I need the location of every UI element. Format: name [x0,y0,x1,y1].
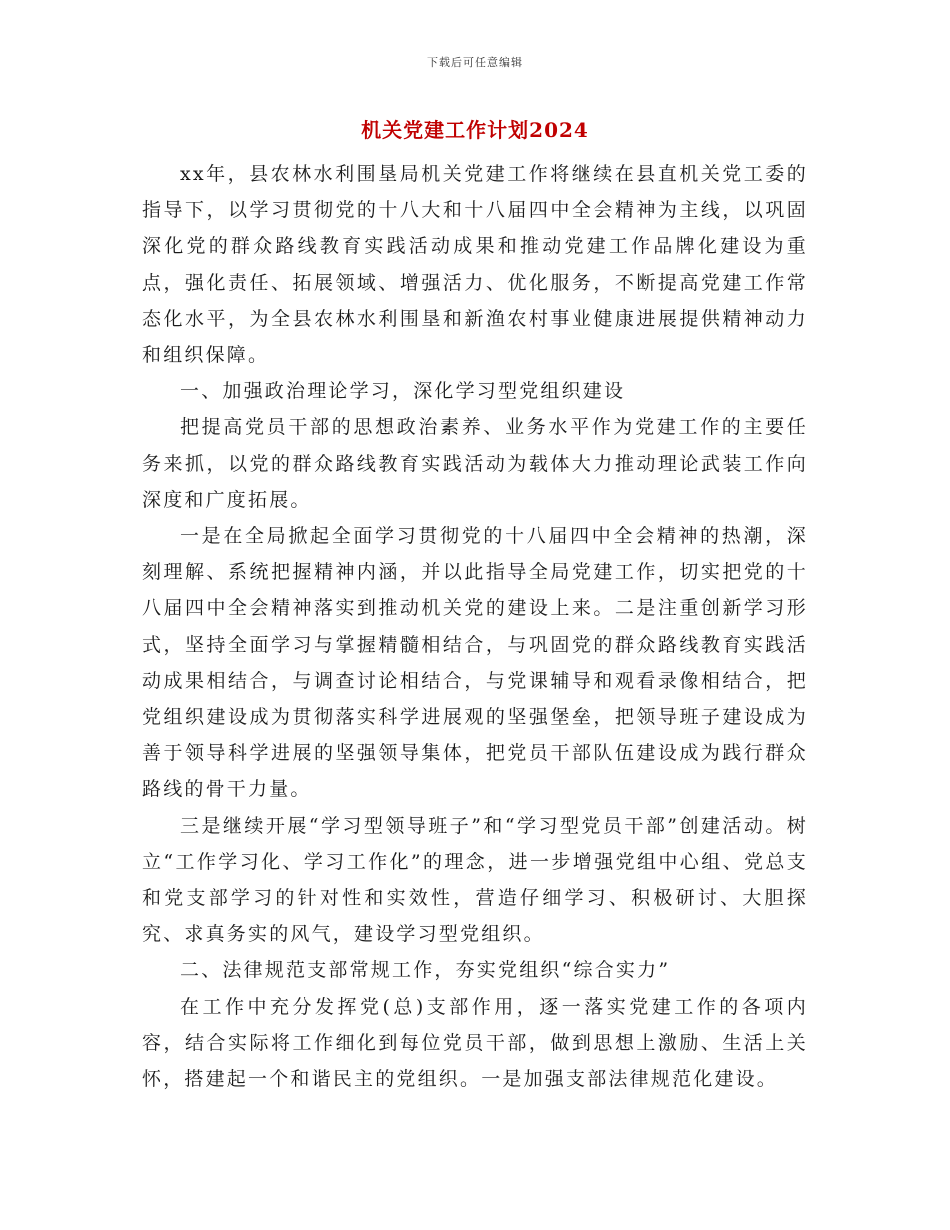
section-heading-1: 一、加强政治理论学习，深化学习型党组织建设 [180,380,626,403]
body-paragraph: 把提高党员干部的思想政治素养、业务水平作为党建工作的主要任务来抓，以党的群众路线教育实践活动为载体大力推动理论武装工作向深度和广度拓展。 [142,416,808,511]
document-body [142,156,808,1097]
body-paragraph: 一是在全局掀起全面学习贯彻党的十八届四中全会精神的热潮，深刻理解、系统把握精神内涵，并以此指导全局党建工作，切实把党的十八届四中全会精神落实到推动机关党的建设上来。二是注重创新学习形式，坚持全面学习与掌握精髓相结合，与巩固党的群众路线教育实践活动成果相结合，与调查讨论相结合，与党课辅导和观看录像相结合，把党组织建设成为贯彻落实科学进展观的坚强堡垒，把领导班子建设成为善于领导科学进展的坚强领导集体，把党员干部队伍建设成为践行群众路线的骨干力量。 [142,525,808,801]
header-note: 下载后可任意编辑 [427,56,523,69]
intro-paragraph: xx年，县农林水利围垦局机关党建工作将继续在县直机关党工委的指导下，以学习贯彻党的十八大和十八届四中全会精神为主线，以巩固深化党的群众路线教育实践活动成果和推动党建工作品牌化建设为重点，强化责任、拓展领域、增强活力、优化服务，不断提高党建工作常态化水平，为全县农林水利围垦和新渔农村事业健康进展提供精神动力和组织保障。 [142,163,808,367]
body-paragraph: 三是继续开展“学习型领导班子”和“学习型党员干部”创建活动。树立“工作学习化、学习工作化”的理念，进一步增强党组中心组、党总支和党支部学习的针对性和实效性，营造仔细学习、积极研讨、大胆探究、求真务实的风气，建设学习型党组织。 [142,814,808,946]
document-title: 机关党建工作计划2024 [361,118,589,142]
body-paragraph: 在工作中充分发挥党(总)支部作用，逐一落实党建工作的各项内容，结合实际将工作细化到每位党员干部，做到思想上激励、生活上关怀，搭建起一个和谐民主的党组织。一是加强支部法律规范化建设。 [142,995,808,1091]
section-heading-2: 二、法律规范支部常规工作，夯实党组织“综合实力” [180,959,671,982]
